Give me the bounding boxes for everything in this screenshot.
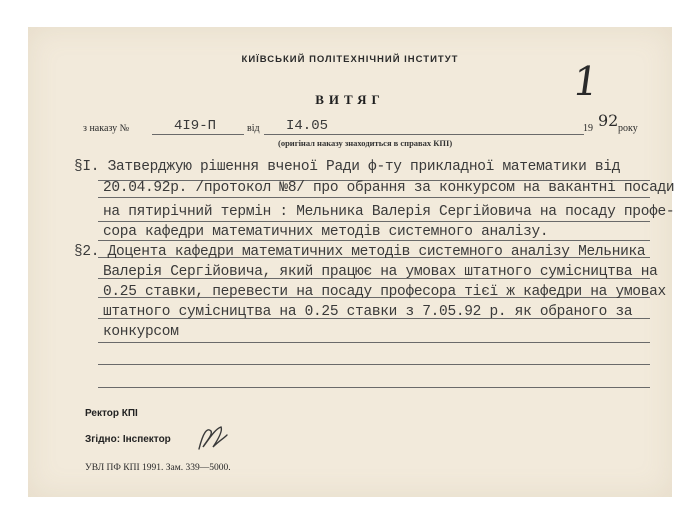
line-rule [98,387,650,388]
inspector-signature-label: Згідно: Інспектор [85,434,171,445]
order-number-label: з наказу № [83,123,130,134]
handwritten-page-number: 1 [569,59,602,105]
year-prefix: 19 [583,123,593,134]
body-line-5: §2. Доцента кафедри математичних методів системного аналізу Мельника [74,244,646,260]
body-line-1: §І. Затверджую рішення вченої Ради ф-ту прикладної математики від [74,159,621,175]
order-date-underline [264,134,584,135]
year-label: року [618,123,638,134]
line-rule [98,364,650,365]
body-line-8: штатного сумісництва на 0.25 ставки з 7.05.92 р. як обраного за [103,304,633,320]
rector-signature-label: Ректор КПІ [85,408,138,419]
document-title: ВИТЯГ [315,92,385,107]
order-number-underline [152,134,244,135]
line-rule [98,197,650,198]
document-sheet [28,27,675,497]
inspector-signature-scribble [193,421,233,457]
institution-heading: КИЇВСЬКИЙ ПОЛІТЕХНІЧНИЙ ІНСТИТУТ [241,54,459,65]
body-line-9: конкурсом [103,324,179,340]
original-location-note: (оригінал наказу знаходиться в справах КПІ) [278,138,453,148]
line-rule [98,240,650,241]
body-line-3: на пятирічний термін : Мельника Валерія Сергійовича на посаду профе- [103,204,675,220]
year-handwritten: 92 [598,111,619,130]
order-number-value: 4І9-П [174,118,217,134]
body-line-2: 20.04.92р. /протокол №8/ про обрання за конкурсом на вакантні посади [103,180,675,196]
date-label: від [247,123,260,134]
body-line-6: Валерія Сергійовича, який працює на умовах штатного сумісництва на [103,264,658,280]
body-line-4: сора кафедри математичних методів системного аналізу. [103,224,549,240]
print-info: УВЛ ПФ КПІ 1991. Зам. 339—5000. [85,463,231,473]
line-rule [98,221,650,222]
order-date-value: І4.05 [286,118,329,134]
body-line-7: 0.25 ставки, перевести на посаду професора тієї ж кафедри на умовах [103,284,666,300]
line-rule [98,342,650,343]
